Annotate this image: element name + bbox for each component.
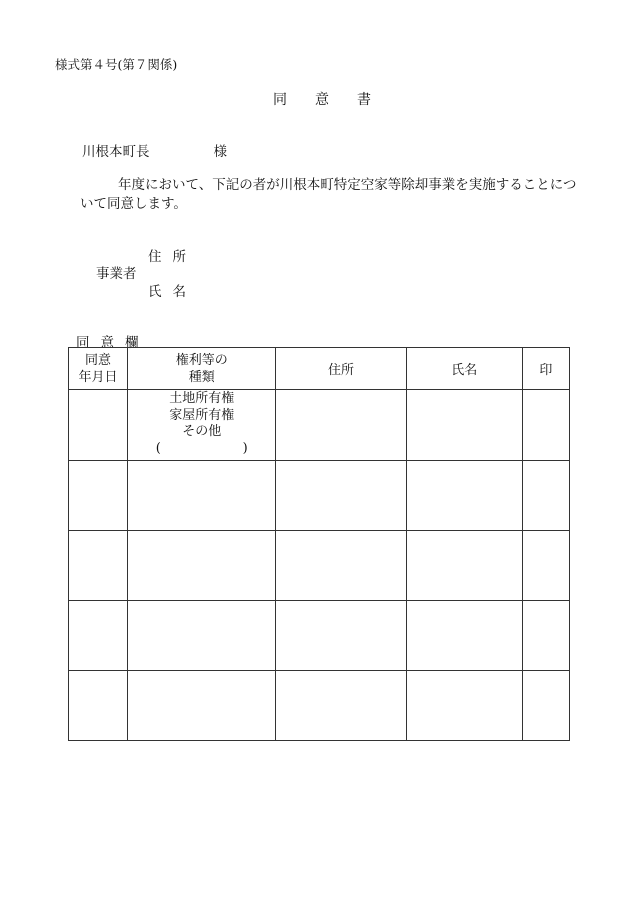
form-number: 様式第４号(第７関係) [55,57,178,72]
table-row [69,531,570,601]
header-name: 氏名 [406,348,522,390]
name-cell[interactable] [406,531,522,601]
address-cell[interactable] [276,461,406,531]
right-type-cell [128,390,276,461]
addressee-name: 川根本町長 [82,144,150,160]
address-cell[interactable] [276,601,406,671]
name-cell[interactable] [406,601,522,671]
consent-date-cell[interactable] [69,390,128,461]
right-type-land: 土地所有権 [169,391,235,406]
applicant-name-label: 氏名 [148,284,197,300]
right-type-cell[interactable] [128,671,276,741]
right-type-other: その他 [182,424,222,439]
addressee-honorific: 様 [213,144,227,160]
name-cell[interactable] [406,390,522,461]
consent-section-label: 同意欄 [76,335,150,351]
applicant-address-label: 住所 [148,249,197,265]
consent-statement: 年度において、下記の者が川根本町特定空家等除却事業を実施することについて同意します。 [80,177,577,212]
right-type-cell[interactable] [128,601,276,671]
consent-date-cell[interactable] [69,531,128,601]
title-char-2: 意 [315,92,329,108]
name-cell[interactable] [406,461,522,531]
seal-cell[interactable] [522,671,569,741]
right-type-cell[interactable] [128,461,276,531]
seal-cell[interactable] [522,601,569,671]
consent-date-cell[interactable] [69,461,128,531]
address-cell[interactable] [276,531,406,601]
applicant-label: 事業者 [96,266,137,282]
address-cell[interactable] [276,671,406,741]
header-seal: 印 [522,348,569,390]
header-right-type: 権利等の 種類 [128,348,276,390]
right-type-cell[interactable] [128,531,276,601]
consent-date-cell[interactable] [69,671,128,741]
consent-table [68,347,570,741]
table-row [69,390,570,461]
table-header-row [69,348,570,390]
seal-cell[interactable] [522,531,569,601]
table-row [69,671,570,741]
name-cell[interactable] [406,671,522,741]
header-consent-date: 同意 年月日 [69,348,128,390]
addressee [82,140,227,160]
address-cell[interactable] [276,390,406,461]
table-row [69,601,570,671]
consent-date-cell[interactable] [69,601,128,671]
title-char-1: 同 [273,92,287,108]
right-type-house: 家屋所有権 [169,407,235,423]
other-specify-blank[interactable]: ( ) [155,440,248,456]
document-title [273,89,371,109]
seal-cell[interactable] [522,390,569,461]
header-address: 住所 [276,348,406,390]
seal-cell[interactable] [522,461,569,531]
title-char-3: 書 [357,92,371,108]
table-row [69,461,570,531]
